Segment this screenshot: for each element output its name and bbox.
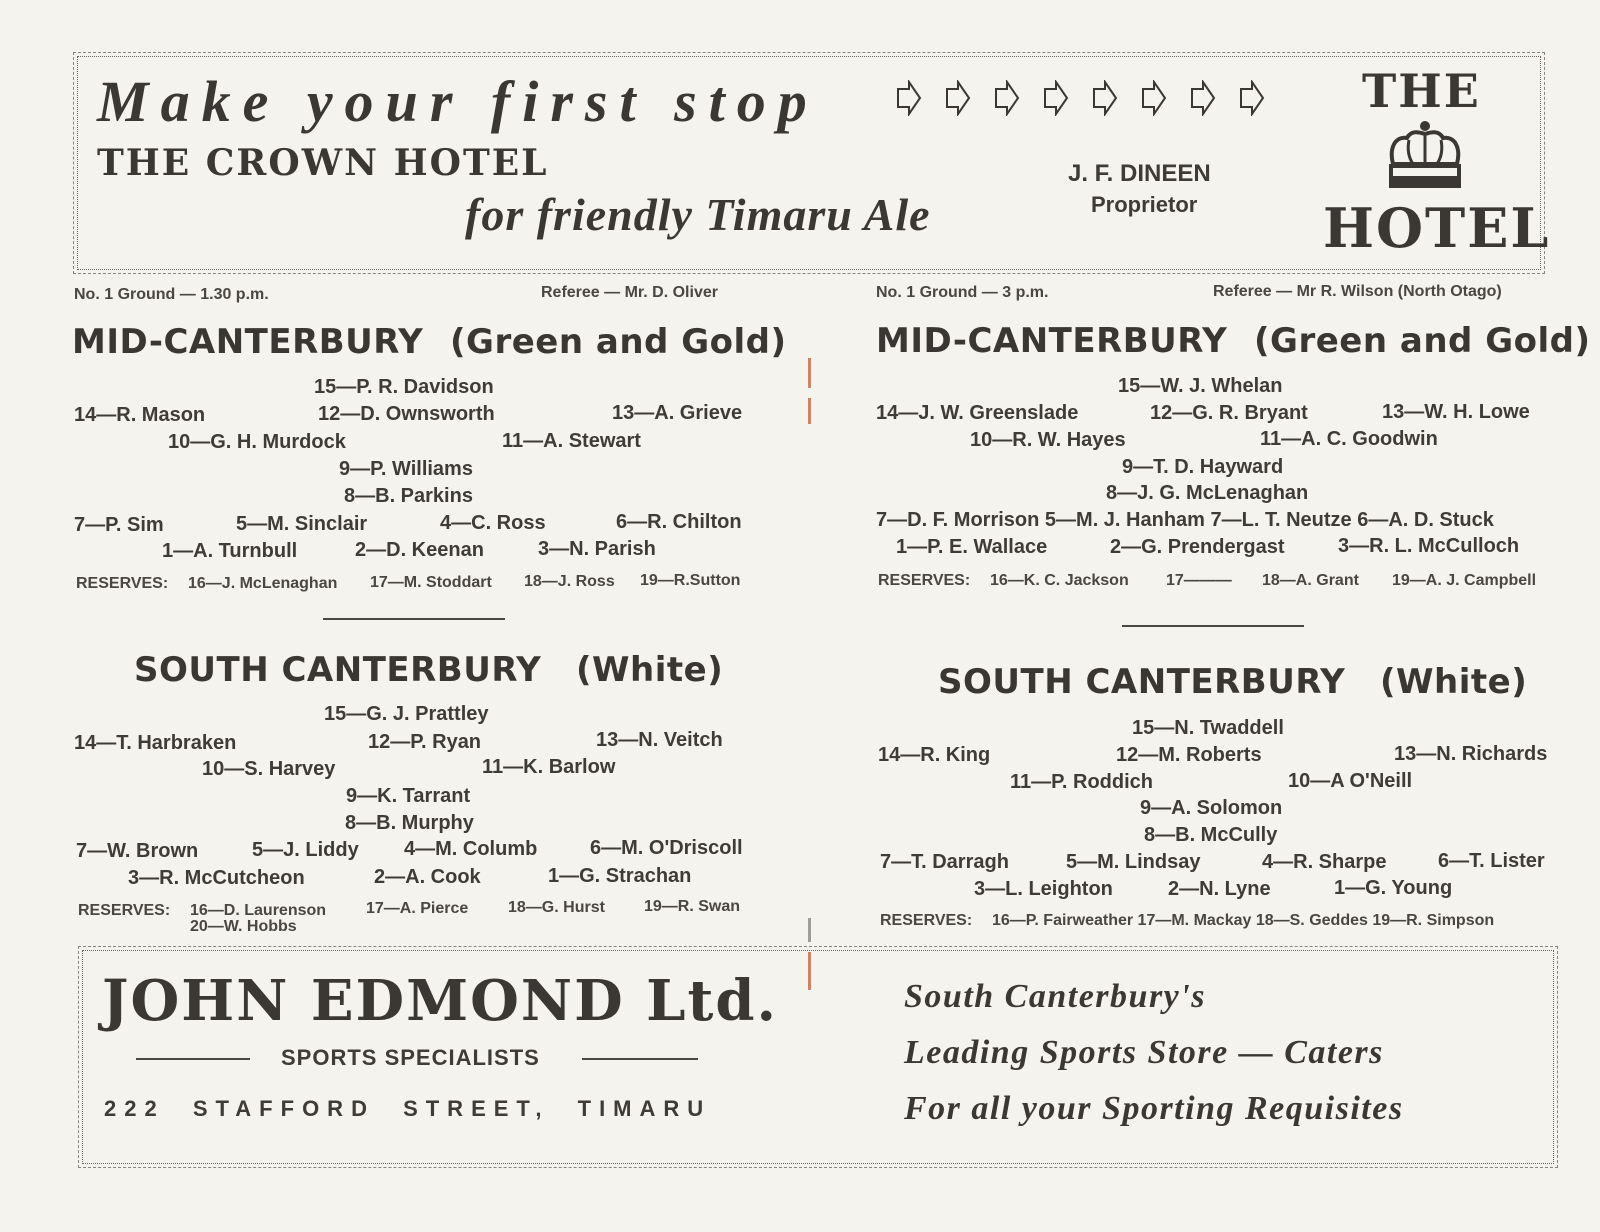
player: 13—N. Richards: [1394, 743, 1548, 765]
player: 14—R. King: [878, 744, 991, 766]
player: 6—R. Chilton: [616, 511, 742, 533]
team-colours: (White): [1380, 662, 1528, 702]
player: 7—P. Sim: [74, 514, 164, 536]
player: 4—C. Ross: [440, 512, 546, 534]
reserve-player: 17—A. Pierce: [366, 900, 469, 917]
player: 9—A. Solomon: [1140, 797, 1283, 819]
team-name: MID-CANTERBURY: [876, 321, 1228, 361]
player: 1—P. E. Wallace: [896, 536, 1048, 558]
player: 2—A. Cook: [374, 866, 481, 888]
proprietor-title: Proprietor: [1091, 192, 1198, 217]
player: 11—A. C. Goodwin: [1260, 428, 1438, 450]
player: 7—D. F. Morrison 5—M. J. Hanham 7—L. T. Neutze 6—A. D. Stuck: [876, 509, 1494, 531]
player: 15—W. J. Whelan: [1118, 375, 1283, 397]
player: 8—B. Parkins: [344, 485, 473, 507]
reserve-player: 18—A. Grant: [1262, 572, 1359, 589]
crown-logo-top: THE: [1362, 64, 1481, 118]
proprietor-name: J. F. DINEEN: [1068, 160, 1211, 187]
crown-logo-bottom: HOTEL: [1323, 196, 1551, 260]
crown-ad-tagline: for friendly Timaru Ale: [465, 189, 931, 240]
player: 15—N. Twaddell: [1132, 717, 1284, 739]
player: 12—G. R. Bryant: [1150, 402, 1308, 424]
ground-time: No. 1 Ground — 3 p.m.: [876, 284, 1049, 301]
player: 5—M. Lindsay: [1066, 851, 1201, 873]
crown-icon: [1385, 120, 1465, 192]
fold-mark: [808, 358, 811, 388]
player: 15—G. J. Prattley: [324, 703, 489, 725]
player: 2—N. Lyne: [1168, 878, 1271, 900]
player: 13—N. Veitch: [596, 729, 723, 751]
fold-mark: [808, 918, 811, 942]
player: 15—P. R. Davidson: [314, 376, 494, 398]
player: 12—M. Roberts: [1116, 744, 1262, 766]
player: 6—M. O'Driscoll: [590, 837, 743, 859]
arrow-right-icon: [1239, 80, 1265, 116]
team-name: SOUTH CANTERBURY: [134, 650, 542, 690]
player: 14—R. Mason: [74, 404, 206, 426]
reserve-player: 16—K. C. Jackson: [990, 572, 1129, 589]
player: 5—J. Liddy: [252, 839, 359, 861]
reserve-player: 16—D. Laurenson: [190, 902, 327, 919]
arrow-right-icon: [1190, 80, 1216, 116]
edmond-subtitle: SPORTS SPECIALISTS: [281, 1045, 540, 1070]
reserve-player: 18—G. Hurst: [508, 899, 605, 916]
referee: Referee — Mr R. Wilson (North Otago): [1213, 283, 1502, 300]
reserves-label: RESERVES:: [878, 572, 971, 589]
reserve-player: 19—R.Sutton: [640, 572, 741, 589]
team-colours: (Green and Gold): [1254, 321, 1591, 361]
arrow-right-icon: [1092, 80, 1118, 116]
player: 10—S. Harvey: [202, 758, 336, 780]
player: 2—G. Prendergast: [1110, 536, 1285, 558]
arrow-right-icon: [896, 80, 922, 116]
divider: [1122, 625, 1304, 627]
reserve-player: 17———: [1166, 572, 1232, 589]
reserve-player: 16—J. McLenaghan: [188, 575, 338, 592]
player: 2—D. Keenan: [355, 539, 484, 561]
arrow-right-icon: [1043, 80, 1069, 116]
divider: [136, 1058, 250, 1060]
player: 13—A. Grieve: [612, 402, 743, 424]
crown-ad-headline: Make your first stop: [97, 69, 819, 134]
referee: Referee — Mr. D. Oliver: [541, 284, 718, 301]
player: 10—G. H. Murdock: [168, 431, 346, 453]
arrow-right-icon: [994, 80, 1020, 116]
player: 5—M. Sinclair: [236, 513, 368, 535]
ground-time: No. 1 Ground — 1.30 p.m.: [74, 286, 269, 303]
reserve-player: 17—M. Stoddart: [370, 574, 492, 591]
reserve-player: 19—R. Swan: [644, 898, 741, 915]
player: 11—P. Roddich: [1010, 771, 1154, 793]
reserve-player: 16—P. Fairweather 17—M. Mackay 18—S. Geddes 19—R. Simpson: [992, 912, 1495, 929]
divider: [582, 1058, 698, 1060]
edmond-name: JOHN EDMOND Ltd.: [102, 968, 779, 1034]
player: 14—J. W. Greenslade: [876, 402, 1079, 424]
player: 7—W. Brown: [76, 840, 199, 862]
player: 10—R. W. Hayes: [970, 429, 1126, 451]
player: 7—T. Darragh: [880, 851, 1009, 873]
team-colours: (White): [576, 650, 724, 690]
player: 13—W. H. Lowe: [1382, 401, 1530, 423]
player: 3—R. McCutcheon: [128, 867, 305, 889]
player: 11—A. Stewart: [502, 430, 641, 452]
player: 8—J. G. McLenaghan: [1106, 482, 1309, 504]
player: 9—T. D. Hayward: [1122, 456, 1284, 478]
player: 4—M. Columb: [404, 838, 538, 860]
player: 6—T. Lister: [1438, 850, 1545, 872]
player: 4—R. Sharpe: [1262, 851, 1387, 873]
player: 1—G. Young: [1334, 877, 1453, 899]
player: 1—G. Strachan: [548, 865, 692, 887]
player: 8—B. McCully: [1144, 824, 1278, 846]
reserves-label: RESERVES:: [76, 575, 169, 592]
divider: [323, 618, 505, 620]
player: 8—B. Murphy: [345, 812, 474, 834]
edmond-slogan-3: For all your Sporting Requisites: [904, 1090, 1404, 1127]
player: 12—P. Ryan: [368, 731, 482, 753]
arrow-right-icon: [945, 80, 971, 116]
player: 12—D. Ownsworth: [318, 403, 495, 425]
team-name: MID-CANTERBURY: [72, 322, 424, 362]
player: 9—P. Williams: [339, 458, 473, 480]
edmond-slogan-1: South Canterbury's: [904, 978, 1206, 1015]
edmond-address: 222 STAFFORD STREET, TIMARU: [104, 1096, 712, 1121]
player: 11—K. Barlow: [482, 756, 616, 778]
arrow-right-icon: [1141, 80, 1167, 116]
reserve-player: 20—W. Hobbs: [190, 918, 297, 935]
player: 3—L. Leighton: [974, 878, 1113, 900]
edmond-slogan-2: Leading Sports Store — Caters: [904, 1034, 1384, 1071]
reserve-player: 18—J. Ross: [524, 573, 615, 590]
arrow-row: [896, 80, 1288, 121]
reserves-label: RESERVES:: [78, 902, 171, 919]
player: 10—A O'Neill: [1288, 770, 1413, 792]
crown-hotel-name: THE CROWN HOTEL: [97, 142, 549, 184]
player: 9—K. Tarrant: [346, 785, 471, 807]
fold-mark: [808, 398, 811, 424]
reserve-player: 19—A. J. Campbell: [1392, 572, 1537, 589]
player: 1—A. Turnbull: [162, 540, 298, 562]
team-name: SOUTH CANTERBURY: [938, 662, 1346, 702]
reserves-label: RESERVES:: [880, 912, 973, 929]
team-colours: (Green and Gold): [450, 322, 787, 362]
player: 3—R. L. McCulloch: [1338, 535, 1520, 557]
player: 14—T. Harbraken: [74, 732, 237, 754]
player: 3—N. Parish: [538, 538, 656, 560]
